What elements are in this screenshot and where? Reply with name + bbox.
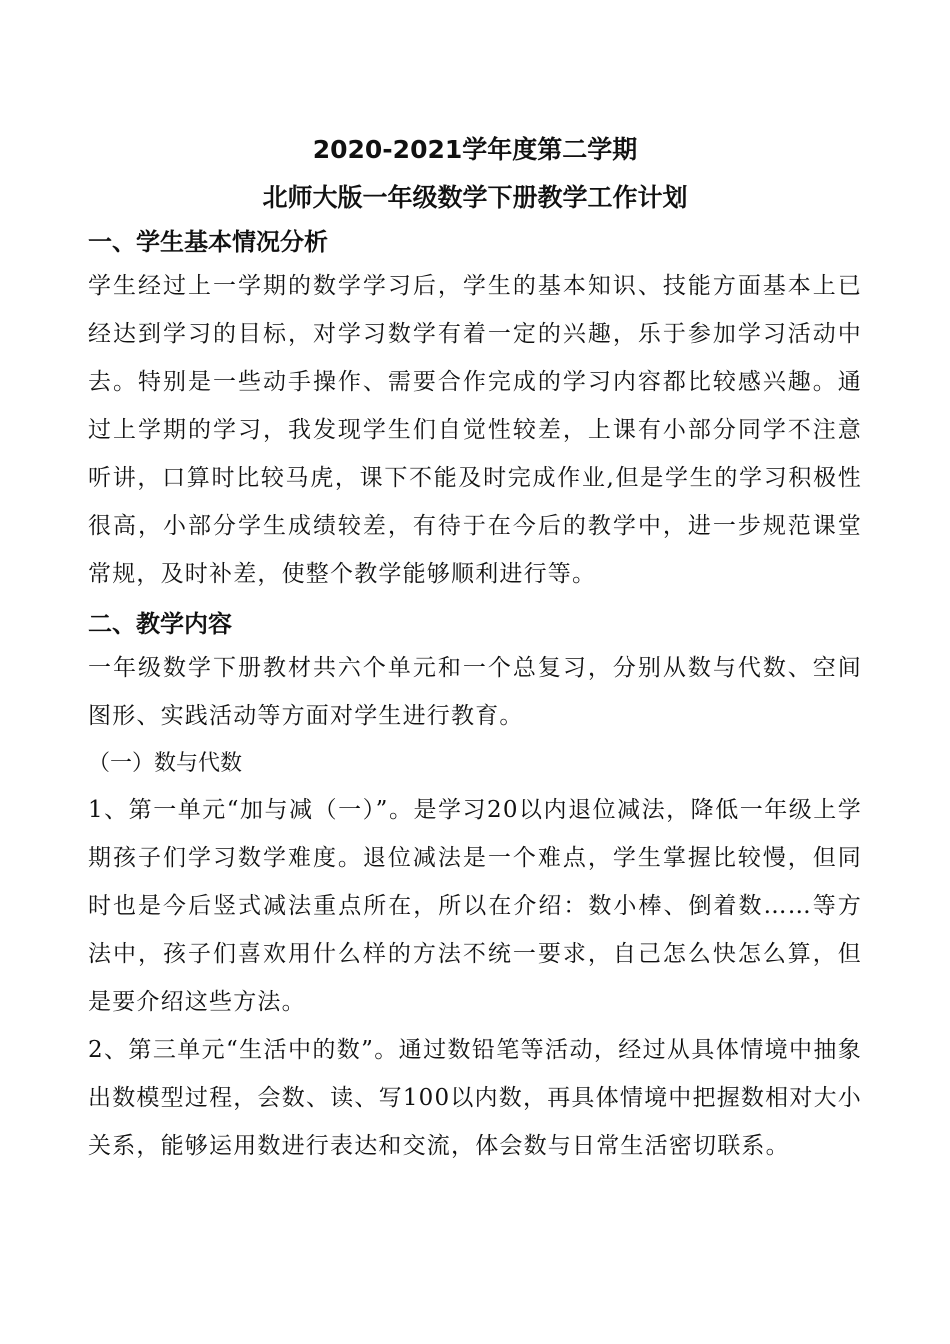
list-item-unit-1: 1、第一单元“加与减（一）”。是学习20以内退位减法，降低一年级上学期孩子们学习数学难度。退位减法是一个难点，学生掌握比较慢，但同时也是今后竖式减法重点所在，所以在介绍：数小棒、倒着数……等方法中，孩子们喜欢用什么样的方法不统一要求，自己怎么快怎么算，但是要介绍这些方法。 — [88, 797, 862, 1015]
list-item-unit-3: 2、第三单元“生活中的数”。通过数铅笔等活动，经过从具体情境中抽象出数模型过程，会数、读、写100以内数，再具体情境中把握数相对大小关系，能够运用数进行表达和交流，体会数与日常生活密切联系。 — [88, 1037, 862, 1159]
subheading-number-algebra: （一）数与代数 — [88, 751, 243, 776]
section-heading-teaching-content: 二、教学内容 — [88, 610, 232, 638]
paragraph-teaching-content-intro: 一年级数学下册教材共六个单元和一个总复习，分别从数与代数、空间图形、实践活动等方面对学生进行教育。 — [88, 655, 862, 729]
document-title-line-2: 北师大版一年级数学下册教学工作计划 — [262, 183, 688, 212]
section-heading-student-analysis: 一、学生基本情况分析 — [88, 228, 328, 256]
document-title-line-1: 2020-2021学年度第二学期 — [312, 135, 638, 164]
paragraph-student-analysis: 学生经过上一学期的数学学习后，学生的基本知识、技能方面基本上已经达到学习的目标，对学习数学有着一定的兴趣，乐于参加学习活动中去。特别是一些动手操作、需要合作完成的学习内容都比较感兴趣。通过上学期的学习，我发现学生们自觉性较差，上课有小部分同学不注意听讲，口算时比较马虎，课下不能及时完成作业,但是学生的学习积极性很高，小部分学生成绩较差，有待于在今后的教学中，进一步规范课堂常规，及时补差，使整个教学能够顺利进行等。 — [88, 273, 862, 587]
document-content — [88, 132, 862, 1170]
